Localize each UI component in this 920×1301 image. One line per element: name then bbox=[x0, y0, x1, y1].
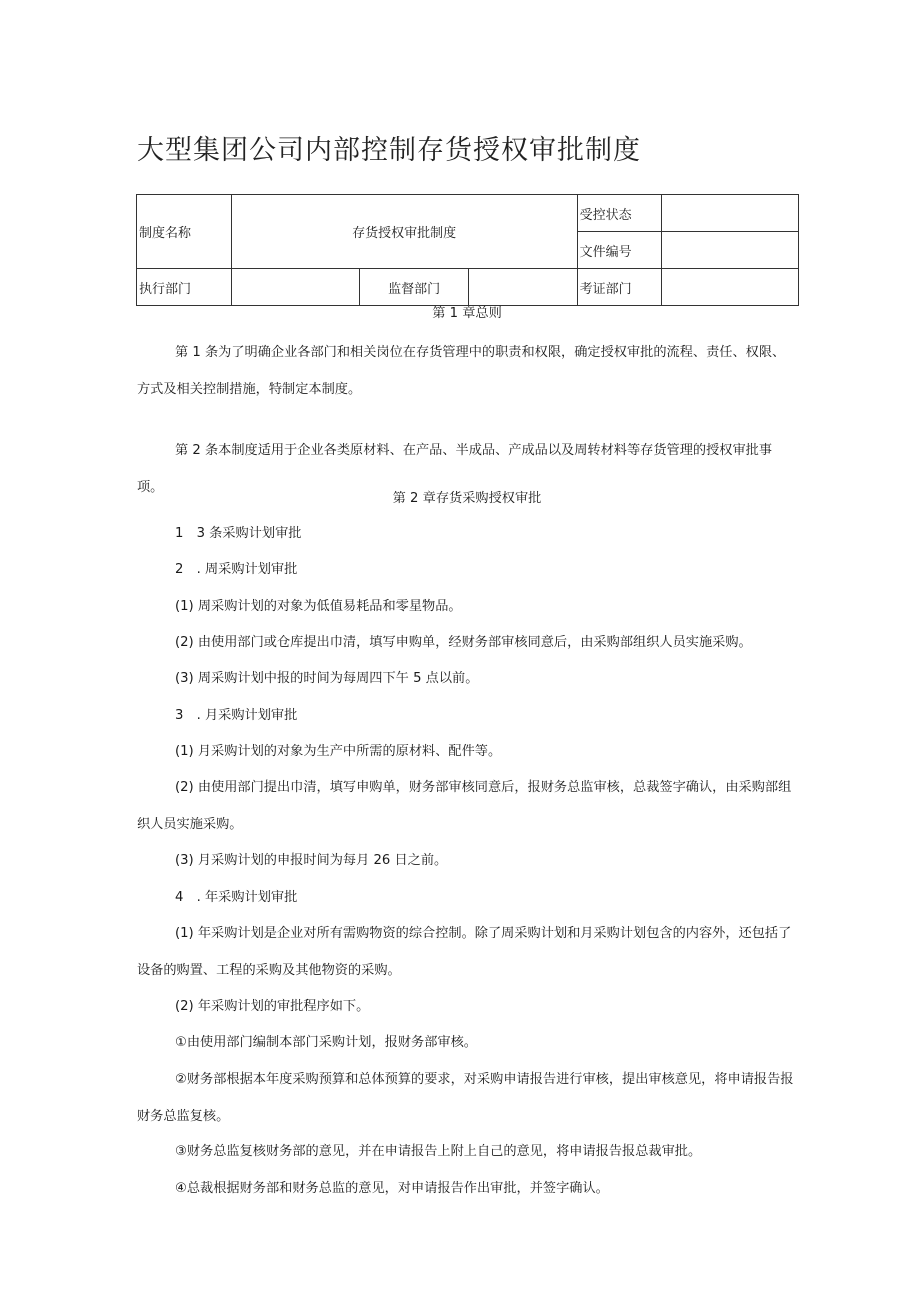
list-item: (2) 由使用部门提出巾清，填写申购单，财务部审核同意后，报财务总监审核，总裁签字确认，由采购部组织人员实施采购。 bbox=[137, 780, 792, 832]
article-paragraph: 1 3 条采购计划审批 bbox=[175, 526, 302, 541]
name-label-cell: 制度名称 bbox=[137, 195, 232, 269]
table-row bbox=[137, 269, 799, 306]
list-item: ④总裁根据财务部和财务总监的意见，对申请报告作出审批，并签字确认。 bbox=[175, 1181, 609, 1196]
status-label-cell: 受控状态 bbox=[577, 195, 662, 232]
exec-label-cell: 执行部门 bbox=[137, 269, 232, 306]
chapter-heading: 第 1 章总则 bbox=[432, 306, 502, 321]
list-item: (1) 年采购计划是企业对所有需购物资的综合控制。除了周采购计划和月采购计划包含的内容外，还包括了设备的购置、工程的采购及其他物资的采购。 bbox=[137, 926, 792, 978]
list-item: (3) 月采购计划的申报时间为每月 26 日之前。 bbox=[175, 853, 448, 868]
list-item: (2) 年采购计划的审批程序如下。 bbox=[175, 999, 370, 1014]
file-no-label-cell: 文件编号 bbox=[577, 232, 662, 269]
chapter-heading: 第 2 章存货采购授权审批 bbox=[392, 491, 542, 506]
article-paragraph: 第 1 条为了明确企业各部门和相关岗位在存货管理中的职责和权限，确定授权审批的流程、责任、权限、方式及相关控制措施，特制定本制度。 bbox=[137, 345, 786, 397]
list-item: (3) 周采购计划中报的时间为每周四下午 5 点以前。 bbox=[175, 671, 479, 686]
list-item: (1) 周采购计划的对象为低值易耗品和零星物品。 bbox=[175, 599, 462, 614]
list-item: ①由使用部门编制本部门采购计划，报财务部审核。 bbox=[175, 1035, 477, 1050]
info-table bbox=[136, 194, 799, 306]
supervise-value-cell bbox=[469, 269, 578, 306]
table-row bbox=[137, 195, 799, 232]
document-title: 大型集团公司内部控制存货授权审批制度 bbox=[137, 135, 641, 166]
verify-value-cell bbox=[662, 269, 799, 306]
section-heading: 2 . 周采购计划审批 bbox=[175, 562, 298, 577]
supervise-label-cell: 监督部门 bbox=[360, 269, 469, 306]
status-value-cell bbox=[662, 195, 799, 232]
list-item: ②财务部根据本年度采购预算和总体预算的要求，对采购申请报告进行审核，提出审核意见，将申请报告报财务总监复核。 bbox=[137, 1072, 794, 1124]
name-value-cell: 存货授权审批制度 bbox=[231, 195, 577, 269]
list-item: ③财务总监复核财务部的意见，并在申请报告上附上自己的意见，将申请报告报总裁审批。 bbox=[175, 1144, 702, 1159]
article-paragraph: 第 2 条本制度适用于企业各类原材料、在产品、半成品、产成品以及周转材料等存货管理的授权审批事项。 bbox=[137, 443, 773, 495]
verify-label-cell: 考证部门 bbox=[577, 269, 662, 306]
file-no-value-cell bbox=[662, 232, 799, 269]
section-heading: 3 . 月采购计划审批 bbox=[175, 708, 298, 723]
section-heading: 4 . 年采购计划审批 bbox=[175, 890, 298, 905]
exec-value-cell bbox=[231, 269, 360, 306]
list-item: (2) 由使用部门或仓库提出巾清，填写申购单，经财务部审核同意后，由采购部组织人员实施采购。 bbox=[175, 635, 752, 650]
list-item: (1) 月采购计划的对象为生产中所需的原材料、配件等。 bbox=[175, 744, 502, 759]
